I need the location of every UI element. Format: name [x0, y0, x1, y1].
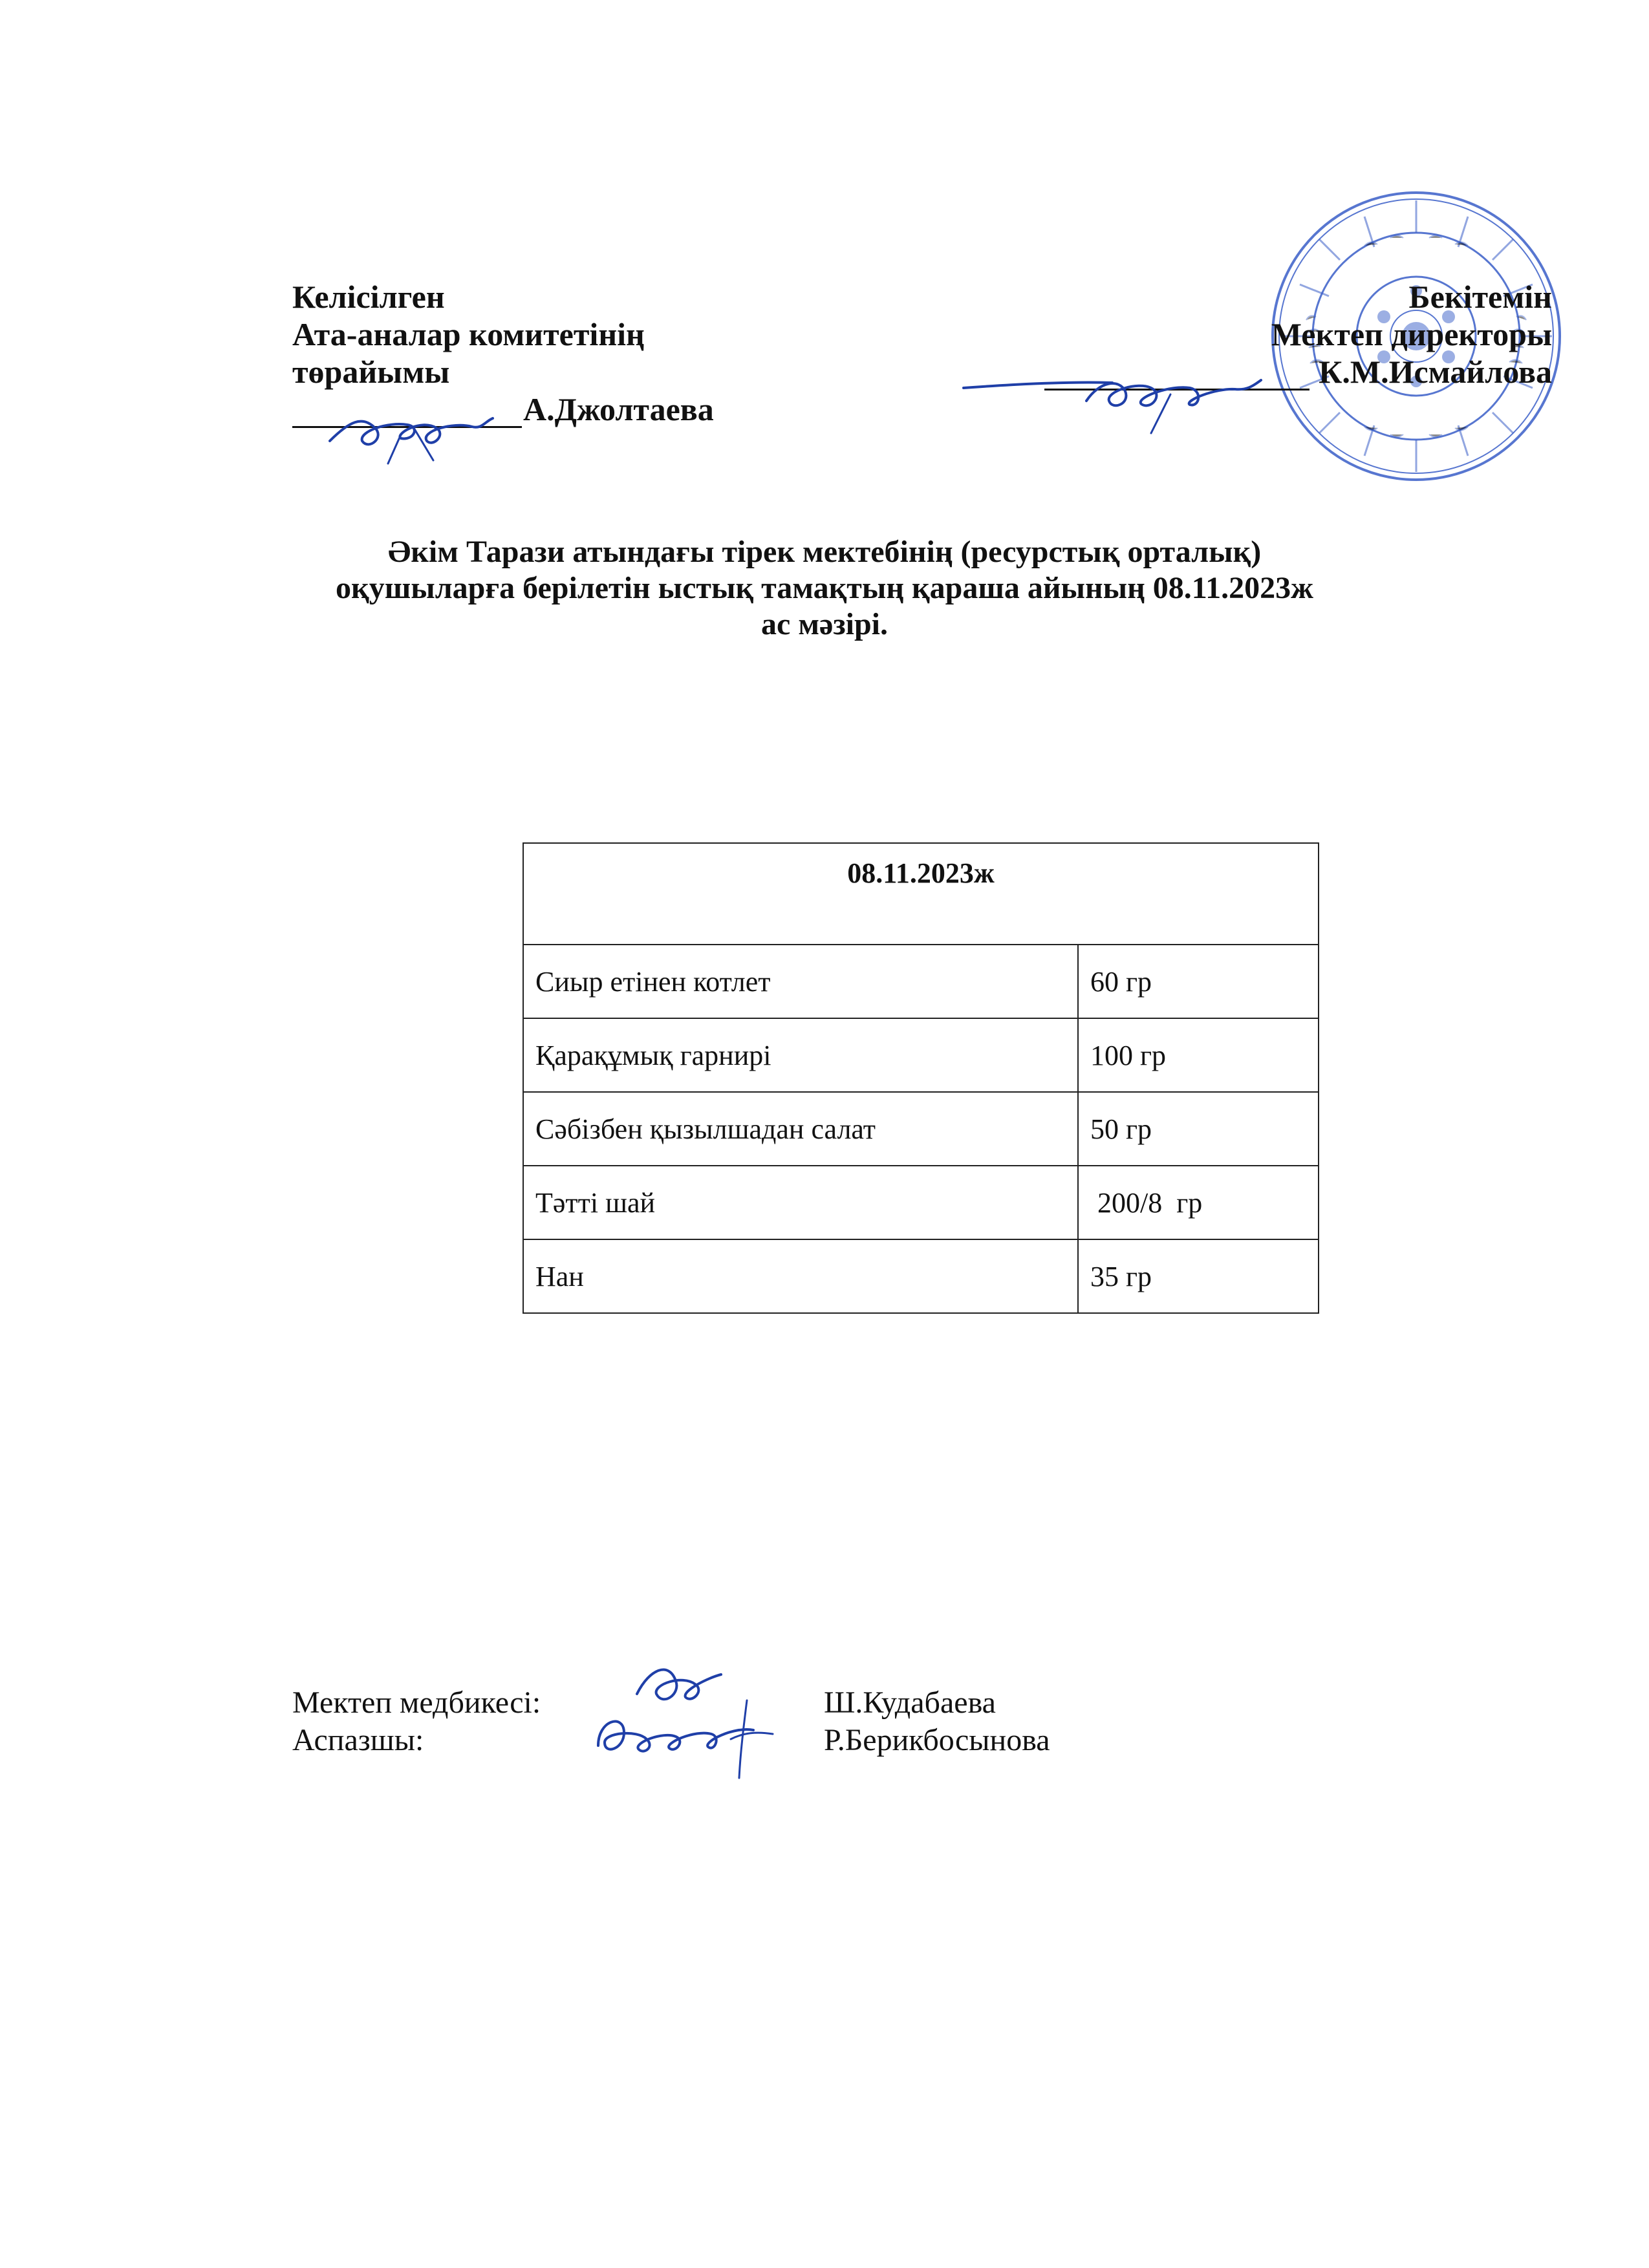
amount-cell: 50 гр: [1078, 1092, 1319, 1166]
approval-right-line1: Бекітемін: [1408, 279, 1552, 315]
approval-right-name: К.М.Исмайлова: [1319, 354, 1552, 390]
approval-left-line3: төрайымы: [292, 354, 450, 390]
dish-cell: Тәтті шай: [523, 1166, 1078, 1239]
title-line1: Әкім Тарази атындағы тірек мектебінің (ресурстық орталық): [387, 535, 1262, 569]
dish-cell: Нан: [523, 1239, 1078, 1313]
document-title: [194, 534, 1455, 643]
title-line2: оқушыларға берілетін ыстық тамақтың қараша айының 08.11.2023ж: [336, 571, 1313, 605]
approval-left-line2: Ата-аналар комитетінің: [292, 316, 645, 352]
nurse-name: Ш.Кудабаева: [824, 1685, 996, 1720]
cook-name: Р.Берикбосынова: [824, 1723, 1050, 1757]
table-row: [523, 1239, 1319, 1313]
table-row: [523, 945, 1319, 1018]
approval-left-name: А.Джолтаева: [523, 391, 714, 427]
cook-role: Аспазшы:: [292, 1723, 424, 1757]
table-row: [523, 1092, 1319, 1166]
amount-cell: 35 гр: [1078, 1239, 1319, 1313]
amount-cell: 200/8 гр: [1078, 1166, 1319, 1239]
approval-left-line1: Келісілген: [292, 279, 445, 315]
dish-cell: Қарақұмық гарнирі: [523, 1018, 1078, 1092]
signature-left-handwritten: [323, 396, 504, 467]
dish-cell: Сиыр етінен котлет: [523, 945, 1078, 1018]
amount-cell: 60 гр: [1078, 945, 1319, 1018]
menu-table: [523, 842, 1319, 1314]
signature-right-handwritten: [957, 362, 1267, 440]
signature-cook-handwritten: [585, 1694, 786, 1784]
amount-cell: 100 гр: [1078, 1018, 1319, 1092]
title-line3: ас мәзірі.: [761, 607, 888, 641]
approval-right-line2: Мектеп директоры: [1271, 316, 1552, 352]
dish-cell: Сәбізбен қызылшадан салат: [523, 1092, 1078, 1166]
table-row: [523, 1018, 1319, 1092]
menu-date-header: 08.11.2023ж: [523, 843, 1319, 945]
nurse-role: Мектеп медбикесі:: [292, 1685, 541, 1720]
table-row: [523, 1166, 1319, 1239]
